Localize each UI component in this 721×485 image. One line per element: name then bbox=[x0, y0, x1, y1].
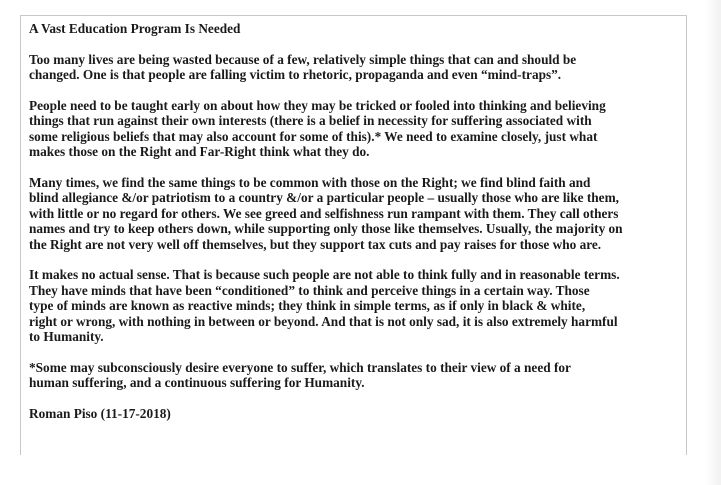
text-line: Too many lives are being wasted because of a few, relatively simple things that can and should be bbox=[29, 51, 577, 67]
text-line: human suffering, and a continuous suffering for Humanity. bbox=[29, 375, 365, 390]
paragraph-footnote bbox=[29, 360, 678, 391]
text-line: People need to be taught early on about how they may be tricked or fooled into thinking and believing bbox=[29, 97, 606, 113]
author-signature: Roman Piso (11-17-2018) bbox=[29, 405, 171, 421]
document-page bbox=[20, 15, 687, 455]
text-line: some religious beliefs that may also account for some of this).* We need to examine closely, just what bbox=[29, 128, 598, 144]
text-line: names and try to keep others down, while supporting only those like themselves. Usually, the majority on bbox=[29, 221, 623, 236]
text-line: makes those on the Right and Far-Right think what they do. bbox=[29, 144, 370, 159]
text-line: type of minds are known as reactive minds; they think in simple terms, as if only in black & white, bbox=[29, 298, 586, 313]
text-line: with little or no regard for others. We see greed and selfishness run rampant with them. They call others bbox=[29, 205, 619, 221]
paragraph-4 bbox=[29, 267, 678, 345]
text-line: to Humanity. bbox=[29, 329, 104, 344]
text-line: Many times, we find the same things to be common with those on the Right; we find blind faith and bbox=[29, 174, 591, 190]
paragraph-1 bbox=[29, 52, 678, 83]
text-line: blind allegiance &/or patriotism to a country &/or a particular people – usually those who are like them, bbox=[29, 190, 619, 205]
paragraph-3 bbox=[29, 175, 678, 253]
window-edge-shadow bbox=[705, 0, 721, 485]
document-title: A Vast Education Program Is Needed bbox=[29, 21, 241, 36]
text-line: things that run against their own interests (there is a belief in necessity for suffering associated with bbox=[29, 113, 592, 128]
text-line: *Some may subconsciously desire everyone to suffer, which translates to their view of a need for bbox=[29, 359, 571, 375]
text-line: It makes no actual sense. That is because such people are not able to think fully and in reasonable terms. bbox=[29, 267, 620, 282]
text-line: right or wrong, with nothing in between or beyond. And that is not only sad, it is also extremely harmful bbox=[29, 313, 618, 329]
text-line: the Right are not very well off themselves, but they support tax cuts and pay raises for those who are. bbox=[29, 236, 602, 252]
text-line: They have minds that have been “conditioned” to think and perceive things in a certain way. Those bbox=[29, 282, 590, 298]
text-line: changed. One is that people are falling victim to rhetoric, propaganda and even “mind-traps”. bbox=[29, 67, 562, 82]
paragraph-2 bbox=[29, 98, 678, 160]
